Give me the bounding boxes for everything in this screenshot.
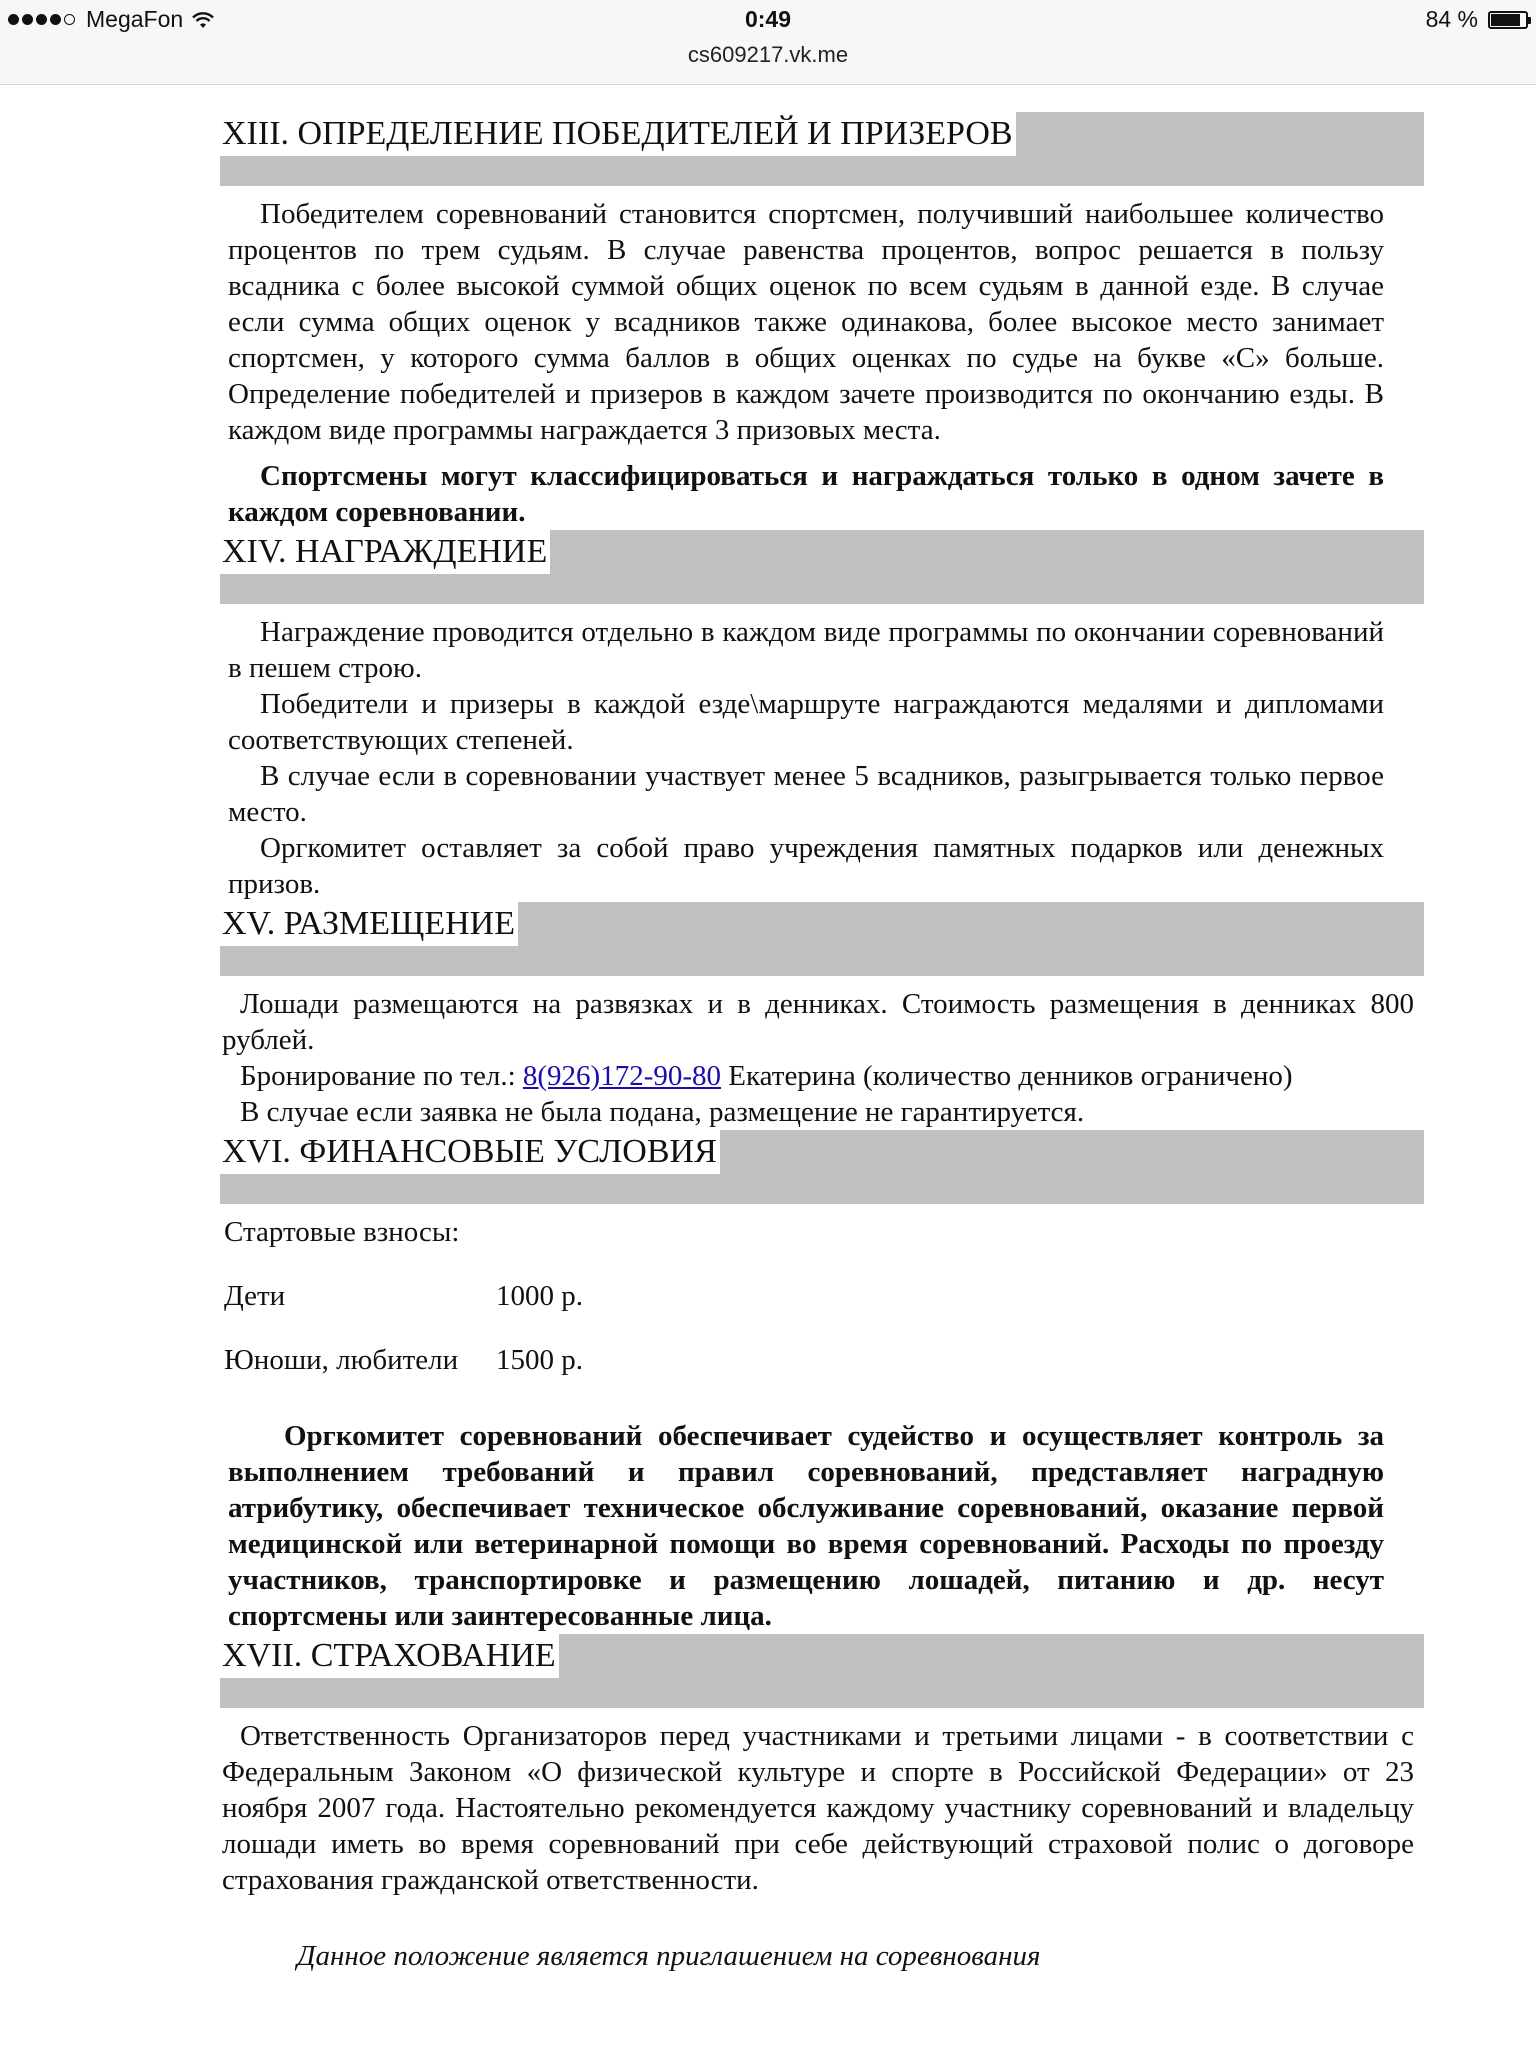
fee-row	[220, 1278, 1424, 1314]
section-title: XVI. ФИНАНСОВЫЕ УСЛОВИЯ	[220, 1130, 720, 1174]
section-title: XV. РАЗМЕЩЕНИЕ	[220, 902, 518, 946]
section-title: XVII. СТРАХОВАНИЕ	[220, 1634, 559, 1678]
address-bar[interactable]: cs609217.vk.me	[687, 42, 849, 67]
section-heading-13	[220, 112, 1424, 186]
booking-suffix: Екатерина (количество денников ограничено)	[721, 1060, 1293, 1092]
booking-prefix: Бронирование по тел.:	[240, 1060, 523, 1092]
paragraph-bold: Спортсмены могут классифицироваться и награждаться только в одном зачете в каждом соревновании.	[228, 460, 1384, 528]
fee-price: 1500 р.	[496, 1344, 583, 1376]
paragraph: Победители и призеры в каждой езде\маршруте награждаются медалями и дипломами соответствующих степеней.	[228, 688, 1384, 756]
paragraph: Награждение проводится отдельно в каждом виде программы по окончании соревнований в пешем строю.	[228, 616, 1384, 684]
section-heading-17	[220, 1634, 1424, 1708]
paragraph-bold: Оргкомитет соревнований обеспечивает судейство и осуществляет контроль за выполнением требований и правил соревнований, представляет наградную атрибутику, обеспечивает техническое обслуживание соревнований, оказание первой медицинской или ветеринарной помощи во время соревнований. Расходы по проезду участников, транспортировке и размещению лошадей, питанию и др. несут спортсмены или заинтересованные лица.	[228, 1420, 1384, 1632]
document-page	[220, 112, 1424, 2003]
closing-note: Данное положение является приглашением на соревнования	[297, 1940, 1041, 1972]
phone-link[interactable]: 8(926)172-90-80	[522, 1060, 722, 1092]
carrier-name: MegaFon	[86, 6, 184, 32]
fee-row	[220, 1342, 1424, 1378]
booking-paragraph	[220, 1058, 1424, 1094]
section-heading-14	[220, 530, 1424, 604]
battery-indicator	[1426, 6, 1528, 33]
browser-top-bar	[0, 0, 1536, 85]
clock: 0:49	[744, 6, 792, 32]
paragraph: В случае если заявка не была подана, размещение не гарантируется.	[240, 1096, 1085, 1128]
fee-category: Дети	[224, 1280, 286, 1312]
paragraph: Победителем соревнований становится спортсмен, получивший наибольшее количество процентов по трем судьям. В случае равенства процентов, вопрос решается в пользу всадника с более высокой суммой общих оценок по всем судьям в данной езде. В случае если сумма общих оценок у всадников также одинакова, более высокое место занимает спортсмен, у которого сумма баллов в общих оценках по судье на букве «С» больше. Определение победителей и призеров в каждом зачете производится по окончанию езды. В каждом виде программы награждается 3 призовых места.	[228, 198, 1384, 446]
fee-category: Юноши, любители	[224, 1344, 459, 1376]
battery-icon	[1488, 11, 1528, 29]
section-heading-16	[220, 1130, 1424, 1204]
section-title: XIII. ОПРЕДЕЛЕНИЕ ПОБЕДИТЕЛЕЙ И ПРИЗЕРОВ	[220, 112, 1016, 156]
paragraph: Лошади размещаются на развязках и в денниках. Стоимость размещения в денниках 800 рублей.	[222, 988, 1414, 1056]
section-heading-15	[220, 902, 1424, 976]
fees-title: Стартовые взносы:	[224, 1216, 460, 1248]
paragraph: Ответственность Организаторов перед участниками и третьими лицами - в соответствии с Федеральным Законом «О физической культуре и спорте в Российской Федерации» от 23 ноября 2007 года. Настоятельно рекомендуется каждому участнику соревнований и владельцу лошади иметь во время соревнований при себе действующий страховой полис о договоре страхования гражданской ответственности.	[222, 1720, 1414, 1896]
paragraph: Оргкомитет оставляет за собой право учреждения памятных подарков или денежных призов.	[228, 832, 1384, 900]
battery-percent: 84 %	[1425, 6, 1478, 32]
paragraph: В случае если в соревновании участвует менее 5 всадников, разыгрывается только первое место.	[228, 760, 1384, 828]
fee-price: 1000 р.	[496, 1280, 583, 1312]
battery-fill	[1491, 14, 1520, 26]
section-title: XIV. НАГРАЖДЕНИЕ	[220, 530, 550, 574]
